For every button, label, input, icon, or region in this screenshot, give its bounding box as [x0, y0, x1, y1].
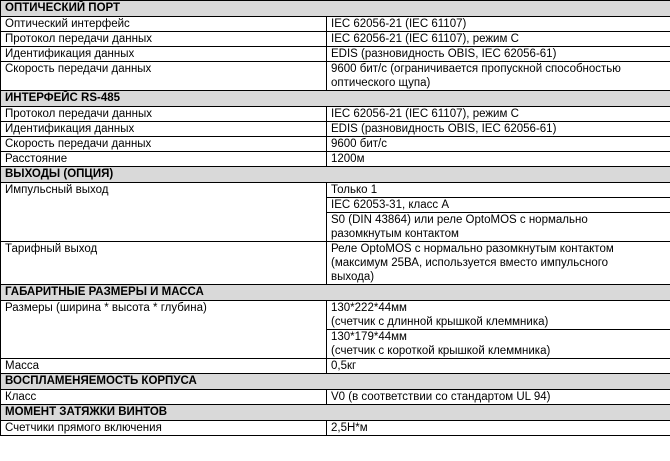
row-value [327, 183, 670, 198]
value-line: выхода) [331, 271, 375, 283]
value-line: 9600 бит/с [331, 138, 388, 150]
row-label: Тарифный выход [1, 242, 327, 285]
row-label: Счетчики прямого включения [1, 421, 327, 436]
section-title: ИНТЕРФЕЙС RS-485 [1, 91, 670, 107]
table-row [1, 107, 670, 122]
row-value [327, 152, 670, 167]
row-value [327, 421, 670, 436]
row-value [327, 17, 670, 32]
value-line: разомкнутым контактом [331, 228, 459, 240]
table-row [1, 152, 670, 167]
row-label: Идентификация данных [1, 47, 327, 62]
section-header-row [1, 285, 670, 301]
row-label: Скорость передачи данных [1, 137, 327, 152]
value-line: EDIS (разновидность OBIS, IEC 62056-61) [331, 123, 557, 135]
value-line: EDIS (разновидность OBIS, IEC 62056-61) [331, 48, 557, 60]
section-title: МОМЕНТ ЗАТЯЖКИ ВИНТОВ [1, 405, 670, 421]
row-label: Расстояние [1, 152, 327, 167]
row-value [327, 198, 670, 213]
table-row [1, 122, 670, 137]
section-title: ВОСПЛАМЕНЯЕМОСТЬ КОРПУСА [1, 374, 670, 390]
value-line: Реле OptoMOS с нормально разомкнутым контактом [331, 243, 614, 255]
row-label: Протокол передачи данных [1, 107, 327, 122]
value-line: IEC 62056-21 (IEC 61107), режим С [331, 33, 519, 45]
value-line: IEC 62056-21 (IEC 61107), режим С [331, 108, 519, 120]
value-line: 2,5Н*м [331, 422, 368, 434]
table-row [1, 137, 670, 152]
table-row [1, 390, 670, 405]
table-row [1, 47, 670, 62]
table-row [1, 359, 670, 374]
value-line: IEC 62056-21 (IEC 61107) [331, 18, 467, 30]
table-row [1, 421, 670, 436]
specifications-table-body [1, 1, 670, 436]
row-value [327, 359, 670, 374]
value-line: IEC 62053-31, класс А [331, 199, 449, 211]
value-line: V0 (в соответствии со стандартом UL 94) [331, 391, 551, 403]
value-line: (счетчик с длинной крышкой клеммника) [331, 316, 549, 328]
section-title: ВЫХОДЫ (ОПЦИЯ) [1, 167, 670, 183]
value-line: 1200м [331, 153, 365, 165]
section-title: ГАБАРИТНЫЕ РАЗМЕРЫ И МАССА [1, 285, 670, 301]
row-label: Масса [1, 359, 327, 374]
value-line: 9600 бит/с (ограничивается пропускной способностью [331, 63, 621, 75]
table-row [1, 32, 670, 47]
row-label: Протокол передачи данных [1, 32, 327, 47]
row-label: Импульсный выход [1, 183, 327, 242]
row-value [327, 122, 670, 137]
row-value [327, 213, 670, 242]
row-value [327, 390, 670, 405]
row-label: Класс [1, 390, 327, 405]
section-title: ОПТИЧЕСКИЙ ПОРТ [1, 1, 670, 17]
table-row [1, 301, 670, 330]
row-value [327, 47, 670, 62]
row-label: Оптический интерфейс [1, 17, 327, 32]
row-value [327, 137, 670, 152]
row-value [327, 330, 670, 359]
section-header-row [1, 1, 670, 17]
table-row [1, 183, 670, 198]
table-row [1, 242, 670, 285]
value-line: 130*222*44мм [331, 302, 407, 314]
row-value [327, 301, 670, 330]
section-header-row [1, 167, 670, 183]
value-line: (счетчик с короткой крышкой клеммника) [331, 345, 551, 357]
value-line: (максимум 25ВА, используется вместо импульсного [331, 257, 609, 269]
row-value [327, 242, 670, 285]
value-line: оптического щупа) [331, 77, 431, 89]
row-label: Идентификация данных [1, 122, 327, 137]
section-header-row [1, 91, 670, 107]
table-row [1, 62, 670, 91]
row-value [327, 107, 670, 122]
section-header-row [1, 405, 670, 421]
table-row [1, 17, 670, 32]
value-line: Только 1 [331, 184, 378, 196]
value-line: S0 (DIN 43864) или реле OptoMOS с нормально [331, 214, 588, 226]
value-line: 130*179*44мм [331, 331, 407, 343]
row-value [327, 62, 670, 91]
row-label: Размеры (ширина * высота * глубина) [1, 301, 327, 359]
row-value [327, 32, 670, 47]
value-line: 0,5кг [331, 360, 357, 372]
row-label: Скорость передачи данных [1, 62, 327, 91]
section-header-row [1, 374, 670, 390]
